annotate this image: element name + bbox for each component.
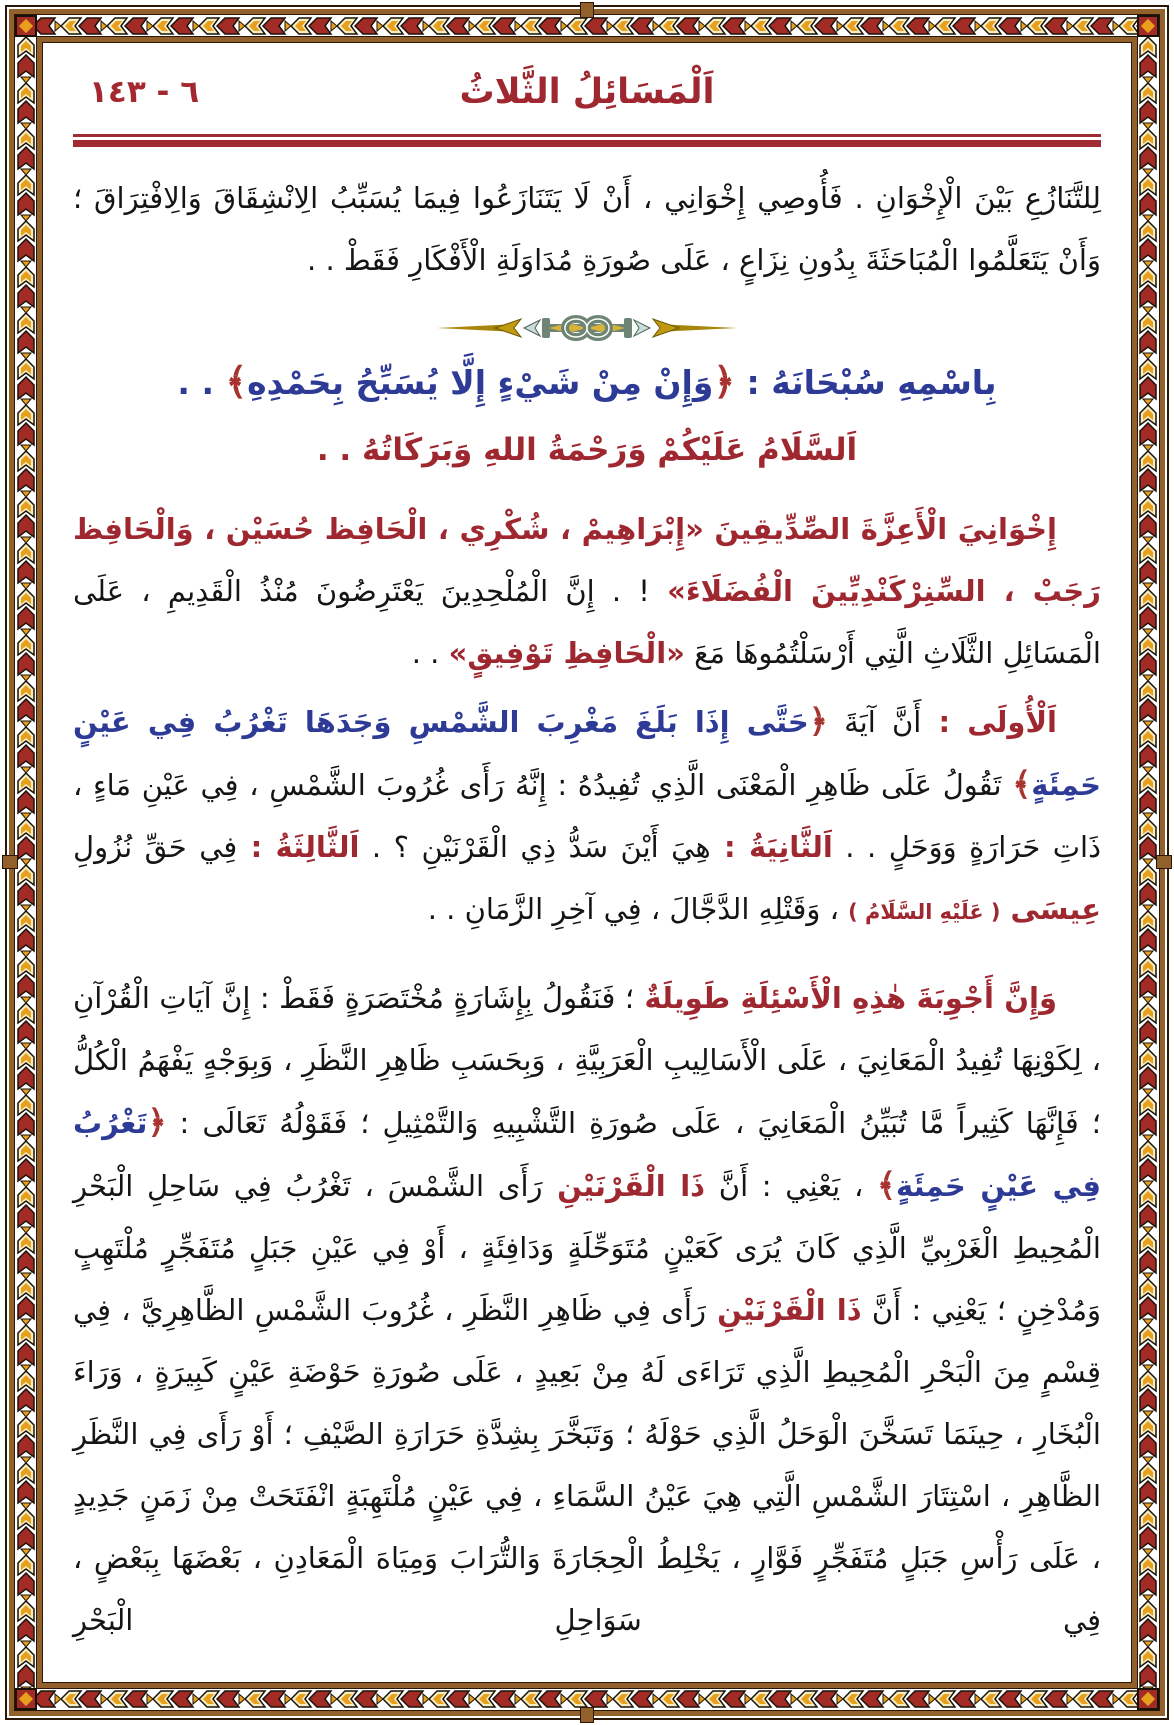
text-segment: إِخْوَانِيَ الْأَعِزَّةَ الصِّدِّيقِينَ «إِبْرَاهِيمْ ، شُكْرِي ، الْحَافِظ حُسَيْن ، وَالْحَافِظ رَجَبْ ، السِّنِرْكَنْدِيِّينَ الْفُضَلَاءَ» bbox=[73, 512, 1102, 608]
frame-midpoint-tick bbox=[1156, 855, 1172, 869]
text-segment: اَلْأُولَى : bbox=[921, 705, 1057, 739]
text-segment: ﴾ bbox=[1012, 765, 1032, 803]
text-segment: ﴿ bbox=[147, 1103, 167, 1141]
text-segment: ؛ فَنَقُولُ بِإِشَارَةٍ مُخْتَصَرَةٍ فَقَطْ : إِنَّ آيَاتِ الْقُرْآنِ ، لِكَوْنِهَا تُفِيدُ الْمَعَانِيَ ، عَلَى الْأَسَالِيبِ الْعَرَبِيَّةِ ، وَبِحَسَبِ ظَاهِرِ النَّظَرِ ، وَبِوَجْهٍ يَفْهَمُ الْكُلُّ ؛ فَإِنَّهَا كَثِيراً مَّا تُبَيِّنُ الْمَعَانِيَ ، عَلَى صُورَةِ التَّشْبِيهِ وَالتَّمْثِيلِ ؛ فَقَوْلُهُ تَعَالَى : bbox=[73, 981, 1101, 1140]
text-segment: «الْحَافِظِ تَوْفِيقٍ» bbox=[448, 636, 685, 670]
frame-corner-icon bbox=[1137, 1688, 1159, 1710]
text-segment: تَقُولُ عَلَى ظَاهِرِ الْمَعْنَى الَّذِي تُفِيدُهُ : إِنَّهُ رَأَى غُرُوبَ الشَّمْسِ ، فِي عَيْنِ مَاءٍ ، ذَاتِ حَرَارَةٍ وَوَحَلٍ . . bbox=[73, 768, 1101, 864]
text-segment: فِي حَقِّ نُزُولِ bbox=[73, 830, 238, 864]
text-segment: اَلثَّالِثَةُ : bbox=[237, 830, 360, 864]
page-content bbox=[43, 43, 1131, 1682]
paragraph-answer bbox=[73, 967, 1101, 1651]
text-segment: اَلسَّلَامُ عَلَيْكُمْ وَرَحْمَةُ اللهِ وَبَرَكَاتُهُ . . bbox=[316, 432, 858, 468]
text-segment: . . bbox=[411, 636, 449, 670]
text-segment: رَأَى فِي ظَاهِرِ النَّظَرِ ، غُرُوبَ الشَّمْسِ الظَّاهِرِيَّ ، فِي قِسْمٍ مِنَ الْبَحْرِ الْمُحِيطِ الَّذِي تَرَاءَى لَهُ مِنْ بَعِيدٍ ، عَلَى صُورَةِ حَوْضَةِ عَيْنٍ كَبِيرَةٍ ، وَرَاءَ الْبُخَارِ ، حِينَمَا تَسَخَّنَ الْوَحَلُ الَّذِي حَوْلَهُ ؛ وَتَبَخَّرَ بِشِدَّةِ حَرَارَةِ الصَّيْفِ ؛ أَوْ رَأَى فِي النَّظَرِ الظَّاهِرِ ، اسْتِتَارَ الشَّمْسِ الَّتِي هِيَ عَيْنُ السَّمَاءِ ، فِي عَيْنٍ مُلْتَهِبَةٍ انْفَتَحَتْ مِنْ زَمَنٍ جَدِيدٍ ، عَلَى رَأْسِ جَبَلٍ مُتَفَجِّرٍ فَوَّارٍ ، يَخْلِطُ الْحِجَارَةَ وَالتُّرَابَ وَمِيَاهَ الْمَعَادِنِ ، بَعْضَهَا بِبَعْضٍ ، فِي سَوَاحِلِ الْبَحْرِ bbox=[73, 1293, 1101, 1637]
paragraph-opening bbox=[73, 167, 1101, 291]
frame-corner-icon bbox=[15, 1688, 37, 1710]
text-segment: ﴿ bbox=[808, 702, 828, 740]
text-segment: ذَا الْقَرْنَيْنِ bbox=[705, 1293, 862, 1327]
chain-border-top-icon bbox=[15, 15, 1159, 37]
text-segment: ﴿ bbox=[713, 360, 736, 403]
header-divider-rule bbox=[73, 134, 1101, 147]
page-header bbox=[73, 63, 1101, 121]
text-segment: وَإِنْ مِنْ شَيْءٍ إِلَّا يُسَبِّحُ بِحَمْدِهِ bbox=[247, 363, 714, 402]
chain-border-left-icon bbox=[15, 37, 37, 1688]
text-segment: . . bbox=[177, 363, 226, 402]
text-segment: عِيسَى bbox=[1000, 892, 1101, 926]
text-segment: ( عَلَيْهِ السَّلَامُ ) bbox=[848, 900, 1001, 924]
text-segment: بِاسْمِهِ سُبْحَانَهُ : bbox=[735, 363, 997, 402]
frame-midpoint-tick bbox=[2, 855, 18, 869]
text-segment: ذَا الْقَرْنَيْنِ bbox=[542, 1169, 706, 1203]
text-segment: حَتَّى إِذَا بَلَغَ مَغْرِبَ الشَّمْسِ وَجَدَهَا تَغْرُبُ فِي عَيْنٍ حَمِئَةٍ bbox=[73, 705, 1101, 802]
text-segment: وَإِنَّ أَجْوِبَةَ هٰذِهِ الْأَسْئِلَةِ طَوِيلَةٌ bbox=[634, 981, 1057, 1015]
text-segment: تَغْرُبُ فِي عَيْنٍ حَمِئَةٍ bbox=[73, 1106, 1102, 1203]
salutation-line bbox=[73, 426, 1101, 474]
text-segment: رَأَى الشَّمْسَ ، تَغْرُبُ فِي سَاحِلِ الْبَحْرِ الْمُحِيطِ الْغَرْبِيِّ الَّذِي كَانَ يُرَى كَعَيْنٍ مُتَوَحِّلَةٍ وَدَافِئَةٍ ، أَوْ فِي عَيْنِ جَبَلٍ مُتَفَجِّرٍ مُلْتَهِبٍ وَمُدْخِنٍ ؛ يَعْنِي : أَنَّ bbox=[73, 1169, 1101, 1327]
text-segment: ! . إِنَّ الْمُلْحِدِينَ يَعْتَرِضُونَ مُنْذُ الْقَدِيمِ ، عَلَى الْمَسَائِلِ الثَّلَاثِ الَّتِي أَرْسَلْتُمُوهَا مَعَ bbox=[73, 574, 1101, 670]
text-segment: هِيَ أَيْنَ سَدُّ ذِي الْقَرْنَيْنِ ؟ . bbox=[359, 830, 711, 864]
text-segment: أَنَّ آيَةَ bbox=[827, 705, 922, 739]
text-segment: اَلثَّانِيَةُ : bbox=[710, 830, 833, 864]
frame-corner-icon bbox=[15, 15, 37, 37]
section-divider bbox=[73, 311, 1101, 347]
page-title: اَلْمَسَائِلُ الثَّلاثُ bbox=[459, 72, 715, 112]
frame-midpoint-tick bbox=[580, 2, 594, 18]
knot-arrow-divider-icon bbox=[437, 311, 737, 345]
frame-midpoint-tick bbox=[580, 1707, 594, 1723]
page-number: ٦ - ١٤٣ bbox=[89, 74, 200, 110]
paragraph-three-questions bbox=[73, 690, 1101, 943]
paragraph-greeting bbox=[73, 498, 1101, 684]
text-segment: ، يَعْنِي : أَنَّ bbox=[705, 1169, 877, 1203]
frame-corner-icon bbox=[1137, 15, 1159, 37]
text-segment: ﴾ bbox=[225, 360, 248, 403]
text-segment: لِلتَّنَازُعِ بَيْنَ الْإِخْوَانِ . فَأُوصِي إِخْوَانِي ، أَنْ لَا يَتَنَازَعُوا فِيمَا يُسَبِّبُ الِانْشِقَاقَ وَالِافْتِرَاقَ ؛ وَأَنْ يَتَعَلَّمُوا الْمُبَاحَثَةَ بِدُونِ نِزَاعٍ ، عَلَى صُورَةِ مُدَاوَلَةِ الْأَفْكَارِ فَقَطْ . . bbox=[73, 181, 1101, 277]
text-segment: ، وَقَتْلِهِ الدَّجَّالَ ، فِي آخِرِ الزَّمَانِ . . bbox=[427, 892, 849, 926]
text-segment: ﴾ bbox=[877, 1166, 897, 1204]
basmala-verse-line bbox=[73, 355, 1101, 410]
